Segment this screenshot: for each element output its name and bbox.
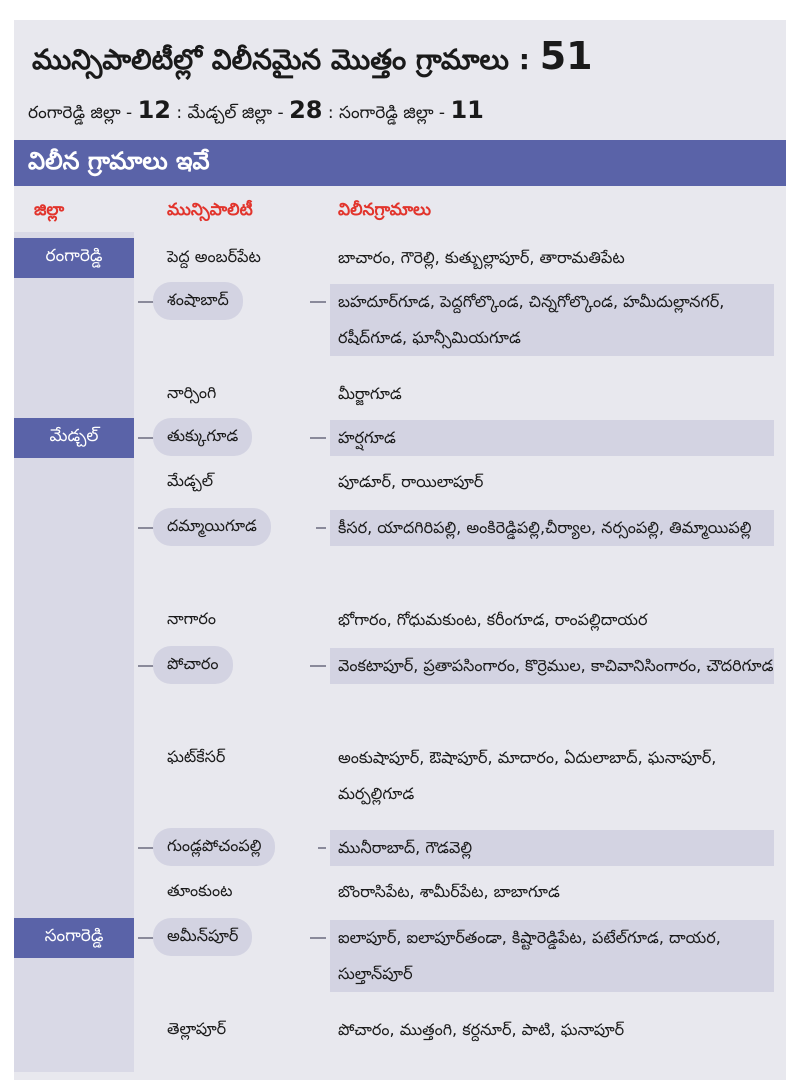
villages-row-3: హర్షగూడ <box>330 420 774 456</box>
connector-left <box>138 937 154 939</box>
villages-row-1: బహదూర్‌గూడ, పెద్దగోల్కొండ, చిన్నగోల్కొండ, హమీదుల్లానగర్, రషీద్‌గూడ, ఘాన్సీమియగూడ <box>330 284 774 356</box>
municipality-row-4: మేడ్చల్ <box>167 470 214 490</box>
villages-row-0: బాచారం, గౌరెల్లి, కుత్బుల్లాపూర్, తారామతిపేట <box>338 248 625 267</box>
connector-right <box>310 665 326 667</box>
district-sangareddy: సంగారెడ్డి <box>14 918 134 958</box>
headline-text: మున్సిపాలిటీల్లో విలీనమైన మొత్తం గ్రామాలు : <box>32 43 540 76</box>
banner-title: విలీన గ్రామాలు ఇవే <box>28 147 210 175</box>
section-banner <box>14 140 786 186</box>
connector-left <box>138 665 154 667</box>
municipality-row-1: శంషాబాద్ <box>153 282 243 320</box>
municipality-row-7: పోచారం <box>153 646 233 684</box>
summary-rangareddy-label: రంగారెడ్డి జిల్లా - <box>28 103 138 123</box>
municipality-row-3: తుక్కుగూడ <box>153 418 252 456</box>
connector-right <box>316 527 326 529</box>
villages-row-4: పూడూర్, రాయిలాపూర్ <box>338 472 484 491</box>
district-summary <box>28 96 484 127</box>
villages-row-5: కీసర, యాదగిరిపల్లి, అంకిరెడ్డిపల్లి,చీర్యాల, నర్సంపల్లి, తిమ్మాయిపల్లి <box>330 510 774 546</box>
summary-rangareddy-count: 12 <box>137 96 171 124</box>
connector-left <box>138 437 154 439</box>
headline <box>32 34 593 83</box>
villages-row-9: మునీరాబాద్, గౌడవెల్లి <box>330 830 774 866</box>
connector-left <box>138 301 154 303</box>
municipality-row-5: దమ్మాయిగూడ <box>153 508 271 546</box>
municipality-row-0: పెద్ద అంబర్‌పేట <box>167 246 261 266</box>
municipality-row-12: తెల్లాపూర్ <box>167 1018 227 1038</box>
connector-right <box>318 847 326 849</box>
villages-row-7: వెంకటాపూర్, ప్రతాపసింగారం, కొర్రెముల, కాచివానిసింగారం, చౌదరిగూడ <box>330 648 774 684</box>
municipality-row-9: గుండ్లపోచంపల్లి <box>153 828 275 866</box>
connector-left <box>138 527 154 529</box>
villages-row-2: మీర్జాగూడ <box>338 384 402 403</box>
header-villages: విలీనగ్రామాలు <box>338 200 431 220</box>
municipality-row-6: నాగారం <box>167 608 216 628</box>
connector-right <box>310 437 326 439</box>
district-rangareddy: రంగారెడ్డి <box>14 238 134 278</box>
connector-right <box>310 937 326 939</box>
district-medchal: మేడ్చల్ <box>14 418 134 458</box>
summary-sangareddy-label: : సంగారెడ్డి జిల్లా - <box>327 103 451 123</box>
connector-left <box>138 847 154 849</box>
summary-medchal-label: : మేడ్చల్ జిల్లా - <box>176 103 290 123</box>
top-strip <box>0 0 800 20</box>
headline-total: 51 <box>539 34 593 78</box>
summary-sangareddy-count: 11 <box>450 96 484 124</box>
connector-right <box>310 301 326 303</box>
villages-row-11: ఐలాపూర్, ఐలాపూర్‌తండా, కిష్టారెడ్డిపేట, పటేల్‌గూడ, దాయర, సుల్తాన్‌పూర్ <box>330 920 774 992</box>
municipality-row-8: ఘట్‌కేసర్ <box>167 746 226 766</box>
header-municipality: మున్సిపాలిటీ <box>167 200 253 220</box>
infographic-card <box>14 20 786 1080</box>
municipality-row-2: నార్సింగి <box>167 382 217 402</box>
municipality-row-10: తూంకుంట <box>167 880 233 900</box>
villages-row-6: భోగారం, గోధుమకుంట, కరీంగూడ, రాంపల్లిదాయర <box>338 610 648 629</box>
header-district: జిల్లా <box>34 200 65 220</box>
municipality-row-11: అమీన్‌పూర్ <box>153 918 252 956</box>
villages-row-12: పోచారం, ముత్తంగి, కర్దనూర్, పాటి, ఘనాపూర్ <box>338 1020 625 1039</box>
villages-row-8: అంకుషాపూర్, ఔషాపూర్, మాదారం, ఏదులాబాద్, ఘనాపూర్, మర్పల్లిగూడ <box>338 748 717 803</box>
villages-row-10: బొంరాసిపేట, శామీర్‌పేట, బాబాగూడ <box>338 882 560 901</box>
summary-medchal-count: 28 <box>289 96 323 124</box>
